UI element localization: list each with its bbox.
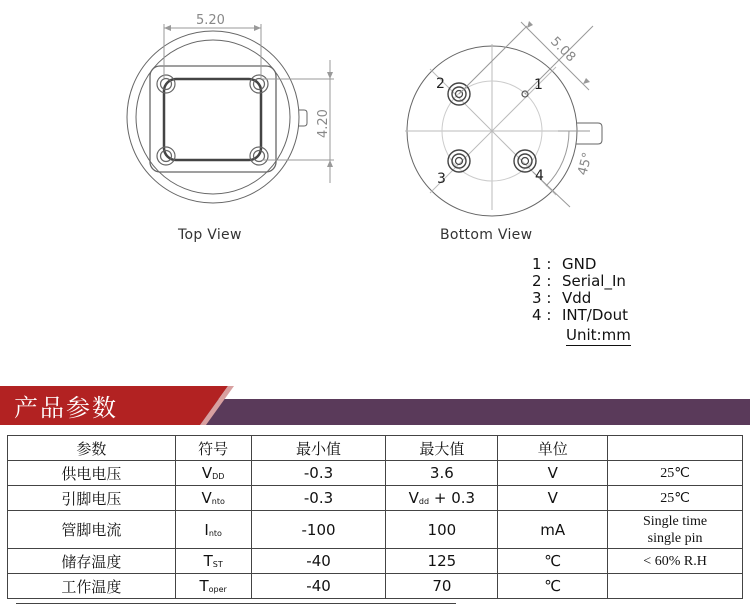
header-param: 参数 bbox=[8, 436, 176, 461]
pin-name: INT/Dout bbox=[562, 306, 628, 324]
symbol-cell: $V_{DD}$ bbox=[175, 461, 251, 486]
bottom-angle-dim: 45° bbox=[575, 150, 596, 178]
max-cell: 100 bbox=[386, 511, 498, 549]
symbol-cell: $T_{oper}$ bbox=[175, 574, 251, 599]
pin-number-4: 4 bbox=[535, 168, 544, 184]
pin-legend bbox=[532, 256, 628, 324]
table-row bbox=[8, 511, 743, 549]
next-table-edge bbox=[16, 603, 456, 608]
param-cell: 供电电压 bbox=[8, 461, 176, 486]
bottom-diag-dim: 5.08 bbox=[547, 34, 579, 66]
pin-name: GND bbox=[562, 255, 597, 273]
min-cell: -100 bbox=[251, 511, 386, 549]
unit-cell: V bbox=[498, 486, 608, 511]
note-cell: Single time single pin bbox=[608, 511, 743, 549]
pin-legend-row: 4 : INT/Dout bbox=[532, 306, 628, 324]
header-unit: 单位 bbox=[498, 436, 608, 461]
header-min: 最小值 bbox=[251, 436, 386, 461]
header-symbol: 符号 bbox=[175, 436, 251, 461]
unit-cell: ℃ bbox=[498, 574, 608, 599]
unit-label: Unit:mm bbox=[566, 326, 631, 344]
note-cell bbox=[608, 574, 743, 599]
max-cell: 3.6 bbox=[386, 461, 498, 486]
top-height-dim: 4.20 bbox=[316, 109, 331, 138]
pin-name: Vdd bbox=[562, 289, 592, 307]
table-header-row bbox=[8, 436, 743, 461]
unit-cell: ℃ bbox=[498, 549, 608, 574]
pin-legend-row: 3 : Vdd bbox=[532, 289, 592, 307]
top-width-dim: 5.20 bbox=[196, 13, 225, 28]
pin-number-2: 2 bbox=[436, 76, 445, 92]
param-cell: 储存温度 bbox=[8, 549, 176, 574]
parameter-table bbox=[7, 435, 743, 599]
param-cell: 引脚电压 bbox=[8, 486, 176, 511]
min-cell: -40 bbox=[251, 574, 386, 599]
min-cell: -0.3 bbox=[251, 461, 386, 486]
bottom-view-label: Bottom View bbox=[440, 227, 533, 243]
max-cell: 70 bbox=[386, 574, 498, 599]
symbol-cell: $T_{ST}$ bbox=[175, 549, 251, 574]
max-cell: 125 bbox=[386, 549, 498, 574]
pin-number-3: 3 bbox=[437, 171, 446, 187]
table-row bbox=[8, 461, 743, 486]
table-row bbox=[8, 549, 743, 574]
pin-legend-row: 2 : Serial_In bbox=[532, 272, 626, 290]
unit-cell: V bbox=[498, 461, 608, 486]
min-cell: -40 bbox=[251, 549, 386, 574]
top-view-drawing bbox=[127, 24, 334, 203]
header-max: 最大值 bbox=[386, 436, 498, 461]
pin-name: Serial_In bbox=[562, 272, 626, 290]
table-row bbox=[8, 574, 743, 599]
max-cell: $V_{dd} + 0.3$ bbox=[386, 486, 498, 511]
note-cell: 25℃ bbox=[608, 461, 743, 486]
symbol-cell: $V_{nto}$ bbox=[175, 486, 251, 511]
top-view-label: Top View bbox=[178, 227, 242, 243]
section-title: 产品参数 bbox=[14, 394, 118, 422]
note-cell: < 60% R.H bbox=[608, 549, 743, 574]
min-cell: -0.3 bbox=[251, 486, 386, 511]
note-cell: 25℃ bbox=[608, 486, 743, 511]
unit-cell: mA bbox=[498, 511, 608, 549]
table-row bbox=[8, 486, 743, 511]
param-cell: 管脚电流 bbox=[8, 511, 176, 549]
symbol-cell: $I_{nto}$ bbox=[175, 511, 251, 549]
pin-number-1: 1 bbox=[534, 77, 543, 93]
param-cell: 工作温度 bbox=[8, 574, 176, 599]
pin-legend-row: 1 : GND bbox=[532, 255, 597, 273]
header-note bbox=[608, 436, 743, 461]
